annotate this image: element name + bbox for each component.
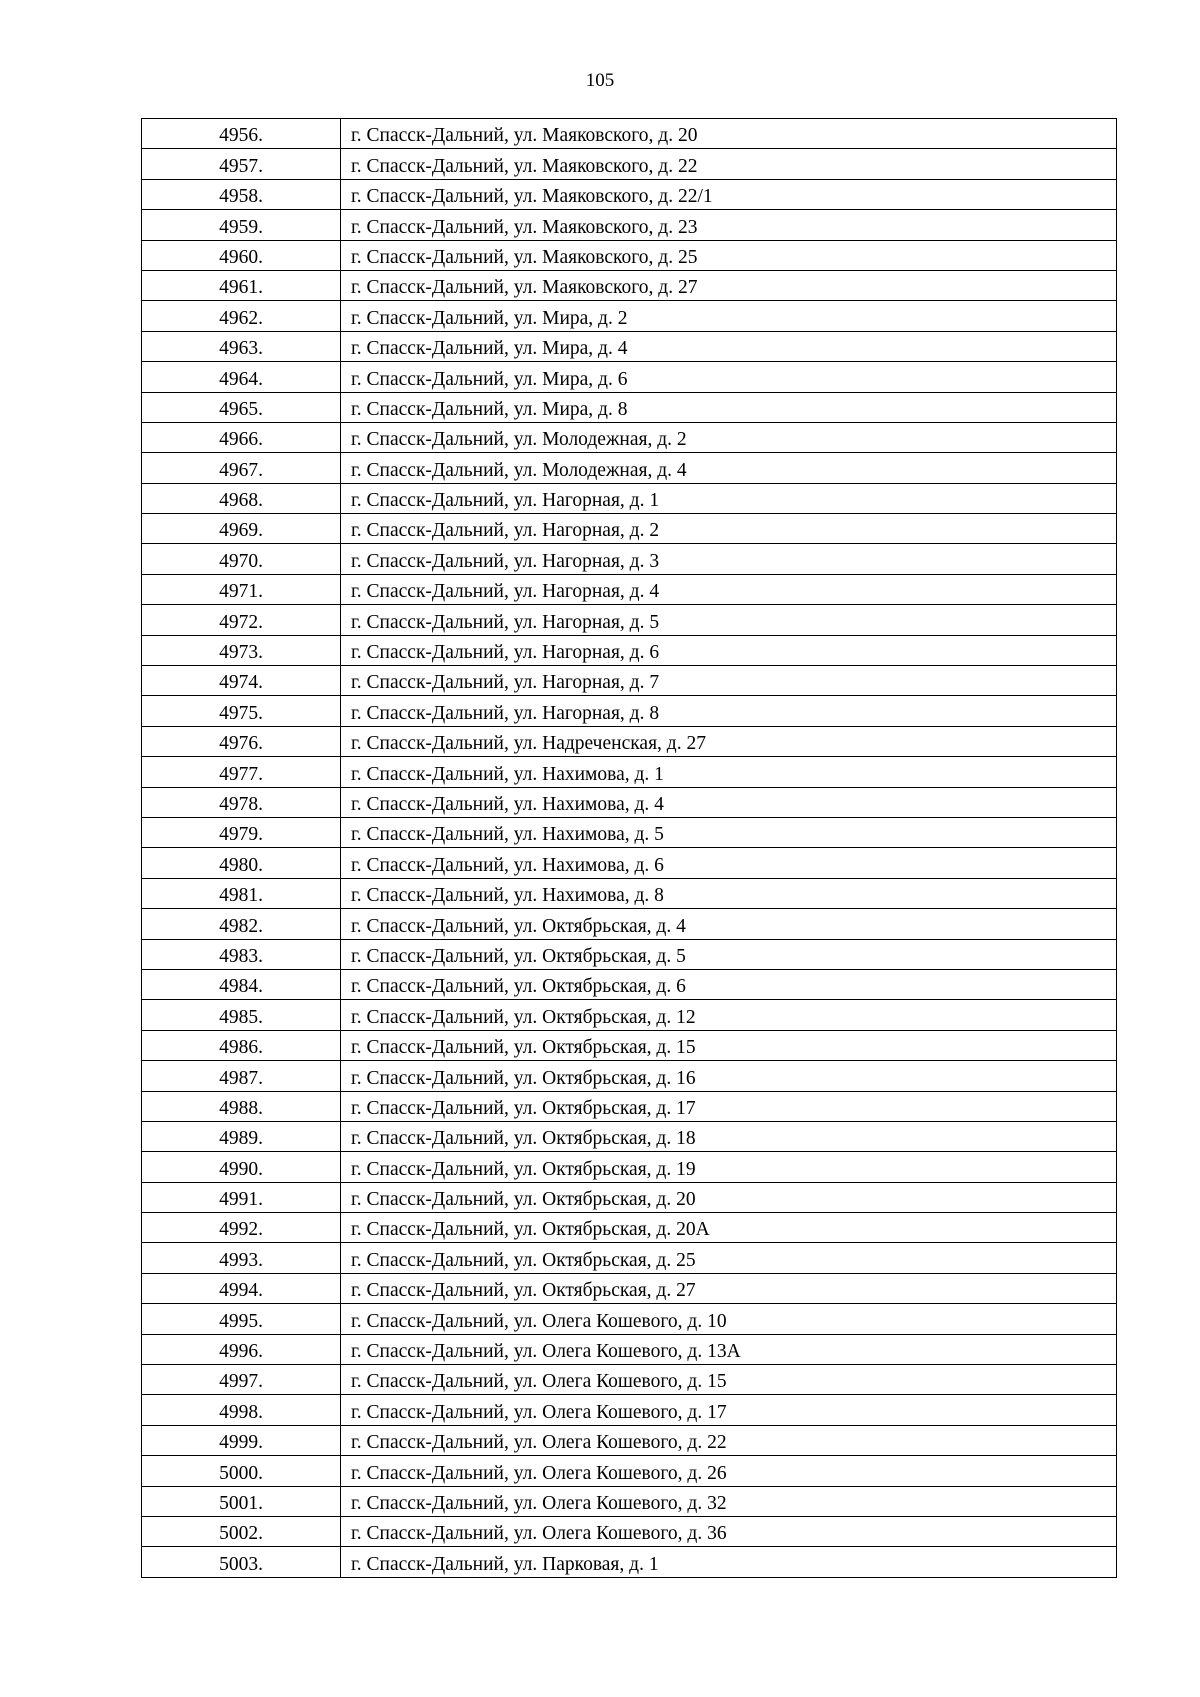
- table-row: [142, 179, 1117, 209]
- table-row: [142, 1486, 1117, 1516]
- address-cell: г. Спасск-Дальний, ул. Мира, д. 8: [341, 392, 1117, 422]
- table-row: [142, 331, 1117, 361]
- address-cell: г. Спасск-Дальний, ул. Мира, д. 4: [341, 331, 1117, 361]
- row-number-cell: 4987.: [142, 1061, 341, 1091]
- row-number-cell: 4966.: [142, 422, 341, 452]
- row-number-cell: 4958.: [142, 179, 341, 209]
- page-number: 105: [585, 70, 615, 91]
- address-cell: г. Спасск-Дальний, ул. Парковая, д. 1: [341, 1547, 1117, 1577]
- row-number-cell: 4980.: [142, 848, 341, 878]
- row-number-cell: 4998.: [142, 1395, 341, 1425]
- row-number-cell: 4963.: [142, 331, 341, 361]
- table-row: [142, 1304, 1117, 1334]
- table-row: [142, 1152, 1117, 1182]
- table-row: [142, 1516, 1117, 1546]
- table-row: [142, 1365, 1117, 1395]
- address-table-body: [142, 119, 1117, 1578]
- row-number-cell: 4956.: [142, 119, 341, 149]
- row-number-cell: 4969.: [142, 514, 341, 544]
- table-row: [142, 757, 1117, 787]
- address-cell: г. Спасск-Дальний, ул. Олега Кошевого, д. 17: [341, 1395, 1117, 1425]
- address-cell: г. Спасск-Дальний, ул. Олега Кошевого, д. 32: [341, 1486, 1117, 1516]
- address-cell: г. Спасск-Дальний, ул. Октябрьская, д. 4: [341, 909, 1117, 939]
- address-cell: г. Спасск-Дальний, ул. Нахимова, д. 5: [341, 817, 1117, 847]
- table-row: [142, 453, 1117, 483]
- row-number-cell: 4986.: [142, 1030, 341, 1060]
- row-number-cell: 4994.: [142, 1273, 341, 1303]
- address-cell: г. Спасск-Дальний, ул. Нагорная, д. 1: [341, 483, 1117, 513]
- address-cell: г. Спасск-Дальний, ул. Октябрьская, д. 15: [341, 1030, 1117, 1060]
- address-cell: г. Спасск-Дальний, ул. Октябрьская, д. 5: [341, 939, 1117, 969]
- table-row: [142, 1334, 1117, 1364]
- address-cell: г. Спасск-Дальний, ул. Октябрьская, д. 18: [341, 1121, 1117, 1151]
- row-number-cell: 4979.: [142, 817, 341, 847]
- row-number-cell: 4965.: [142, 392, 341, 422]
- table-row: [142, 1213, 1117, 1243]
- table-row: [142, 1182, 1117, 1212]
- row-number-cell: 4971.: [142, 574, 341, 604]
- row-number-cell: 4995.: [142, 1304, 341, 1334]
- address-cell: г. Спасск-Дальний, ул. Нагорная, д. 4: [341, 574, 1117, 604]
- row-number-cell: 4985.: [142, 1000, 341, 1030]
- address-cell: г. Спасск-Дальний, ул. Нагорная, д. 3: [341, 544, 1117, 574]
- table-row: [142, 270, 1117, 300]
- row-number-cell: 5000.: [142, 1456, 341, 1486]
- table-row: [142, 210, 1117, 240]
- address-cell: г. Спасск-Дальний, ул. Октябрьская, д. 16: [341, 1061, 1117, 1091]
- row-number-cell: 4990.: [142, 1152, 341, 1182]
- address-cell: г. Спасск-Дальний, ул. Маяковского, д. 25: [341, 240, 1117, 270]
- table-row: [142, 1061, 1117, 1091]
- table-row: [142, 787, 1117, 817]
- table-row: [142, 149, 1117, 179]
- row-number-cell: 4964.: [142, 362, 341, 392]
- table-row: [142, 1456, 1117, 1486]
- table-row: [142, 1243, 1117, 1273]
- row-number-cell: 4999.: [142, 1425, 341, 1455]
- table-row: [142, 240, 1117, 270]
- address-cell: г. Спасск-Дальний, ул. Маяковского, д. 27: [341, 270, 1117, 300]
- row-number-cell: 4992.: [142, 1213, 341, 1243]
- table-row: [142, 574, 1117, 604]
- address-cell: г. Спасск-Дальний, ул. Олега Кошевого, д. 13А: [341, 1334, 1117, 1364]
- table-row: [142, 544, 1117, 574]
- address-cell: г. Спасск-Дальний, ул. Октябрьская, д. 12: [341, 1000, 1117, 1030]
- table-row: [142, 1425, 1117, 1455]
- table-row: [142, 969, 1117, 999]
- address-cell: г. Спасск-Дальний, ул. Октябрьская, д. 19: [341, 1152, 1117, 1182]
- table-row: [142, 483, 1117, 513]
- table-row: [142, 909, 1117, 939]
- address-cell: г. Спасск-Дальний, ул. Октябрьская, д. 27: [341, 1273, 1117, 1303]
- row-number-cell: 4991.: [142, 1182, 341, 1212]
- address-cell: г. Спасск-Дальний, ул. Олега Кошевого, д. 10: [341, 1304, 1117, 1334]
- table-row: [142, 1030, 1117, 1060]
- address-cell: г. Спасск-Дальний, ул. Олега Кошевого, д. 26: [341, 1456, 1117, 1486]
- table-row: [142, 635, 1117, 665]
- address-cell: г. Спасск-Дальний, ул. Нагорная, д. 5: [341, 605, 1117, 635]
- row-number-cell: 4984.: [142, 969, 341, 999]
- row-number-cell: 4982.: [142, 909, 341, 939]
- table-row: [142, 1091, 1117, 1121]
- address-cell: г. Спасск-Дальний, ул. Нахимова, д. 4: [341, 787, 1117, 817]
- row-number-cell: 4976.: [142, 726, 341, 756]
- table-row: [142, 1121, 1117, 1151]
- address-cell: г. Спасск-Дальний, ул. Нахимова, д. 1: [341, 757, 1117, 787]
- table-row: [142, 392, 1117, 422]
- row-number-cell: 4962.: [142, 301, 341, 331]
- row-number-cell: 4967.: [142, 453, 341, 483]
- row-number-cell: 4957.: [142, 149, 341, 179]
- table-row: [142, 514, 1117, 544]
- table-row: [142, 817, 1117, 847]
- table-row: [142, 1395, 1117, 1425]
- row-number-cell: 4960.: [142, 240, 341, 270]
- address-cell: г. Спасск-Дальний, ул. Олега Кошевого, д. 22: [341, 1425, 1117, 1455]
- address-cell: г. Спасск-Дальний, ул. Нагорная, д. 6: [341, 635, 1117, 665]
- row-number-cell: 4972.: [142, 605, 341, 635]
- address-cell: г. Спасск-Дальний, ул. Маяковского, д. 23: [341, 210, 1117, 240]
- address-cell: г. Спасск-Дальний, ул. Октябрьская, д. 20А: [341, 1213, 1117, 1243]
- row-number-cell: 4973.: [142, 635, 341, 665]
- address-cell: г. Спасск-Дальний, ул. Октябрьская, д. 6: [341, 969, 1117, 999]
- address-cell: г. Спасск-Дальний, ул. Нагорная, д. 2: [341, 514, 1117, 544]
- row-number-cell: 5002.: [142, 1516, 341, 1546]
- address-cell: г. Спасск-Дальний, ул. Нагорная, д. 8: [341, 696, 1117, 726]
- address-cell: г. Спасск-Дальний, ул. Нахимова, д. 8: [341, 878, 1117, 908]
- address-cell: г. Спасск-Дальний, ул. Молодежная, д. 2: [341, 422, 1117, 452]
- table-row: [142, 1273, 1117, 1303]
- address-cell: г. Спасск-Дальний, ул. Маяковского, д. 22/1: [341, 179, 1117, 209]
- table-row: [142, 605, 1117, 635]
- row-number-cell: 4988.: [142, 1091, 341, 1121]
- row-number-cell: 4970.: [142, 544, 341, 574]
- row-number-cell: 4974.: [142, 666, 341, 696]
- table-row: [142, 848, 1117, 878]
- address-cell: г. Спасск-Дальний, ул. Октябрьская, д. 17: [341, 1091, 1117, 1121]
- address-cell: г. Спасск-Дальний, ул. Нагорная, д. 7: [341, 666, 1117, 696]
- address-cell: г. Спасск-Дальний, ул. Октябрьская, д. 20: [341, 1182, 1117, 1212]
- address-cell: г. Спасск-Дальний, ул. Маяковского, д. 20: [341, 119, 1117, 149]
- table-row: [142, 666, 1117, 696]
- table-row: [142, 119, 1117, 149]
- row-number-cell: 4961.: [142, 270, 341, 300]
- table-row: [142, 939, 1117, 969]
- address-cell: г. Спасск-Дальний, ул. Маяковского, д. 22: [341, 149, 1117, 179]
- table-row: [142, 878, 1117, 908]
- row-number-cell: 4978.: [142, 787, 341, 817]
- row-number-cell: 4975.: [142, 696, 341, 726]
- address-cell: г. Спасск-Дальний, ул. Октябрьская, д. 25: [341, 1243, 1117, 1273]
- table-row: [142, 301, 1117, 331]
- row-number-cell: 4977.: [142, 757, 341, 787]
- row-number-cell: 4981.: [142, 878, 341, 908]
- row-number-cell: 4959.: [142, 210, 341, 240]
- table-row: [142, 1000, 1117, 1030]
- row-number-cell: 4993.: [142, 1243, 341, 1273]
- table-row: [142, 1547, 1117, 1577]
- address-cell: г. Спасск-Дальний, ул. Мира, д. 6: [341, 362, 1117, 392]
- address-cell: г. Спасск-Дальний, ул. Олега Кошевого, д. 36: [341, 1516, 1117, 1546]
- table-row: [142, 726, 1117, 756]
- row-number-cell: 5003.: [142, 1547, 341, 1577]
- row-number-cell: 4983.: [142, 939, 341, 969]
- address-cell: г. Спасск-Дальний, ул. Нахимова, д. 6: [341, 848, 1117, 878]
- row-number-cell: 5001.: [142, 1486, 341, 1516]
- table-row: [142, 422, 1117, 452]
- row-number-cell: 4968.: [142, 483, 341, 513]
- row-number-cell: 4997.: [142, 1365, 341, 1395]
- table-row: [142, 362, 1117, 392]
- address-cell: г. Спасск-Дальний, ул. Молодежная, д. 4: [341, 453, 1117, 483]
- table-row: [142, 696, 1117, 726]
- row-number-cell: 4996.: [142, 1334, 341, 1364]
- address-table: [141, 118, 1117, 1578]
- row-number-cell: 4989.: [142, 1121, 341, 1151]
- address-cell: г. Спасск-Дальний, ул. Надреченская, д. 27: [341, 726, 1117, 756]
- address-cell: г. Спасск-Дальний, ул. Мира, д. 2: [341, 301, 1117, 331]
- address-cell: г. Спасск-Дальний, ул. Олега Кошевого, д. 15: [341, 1365, 1117, 1395]
